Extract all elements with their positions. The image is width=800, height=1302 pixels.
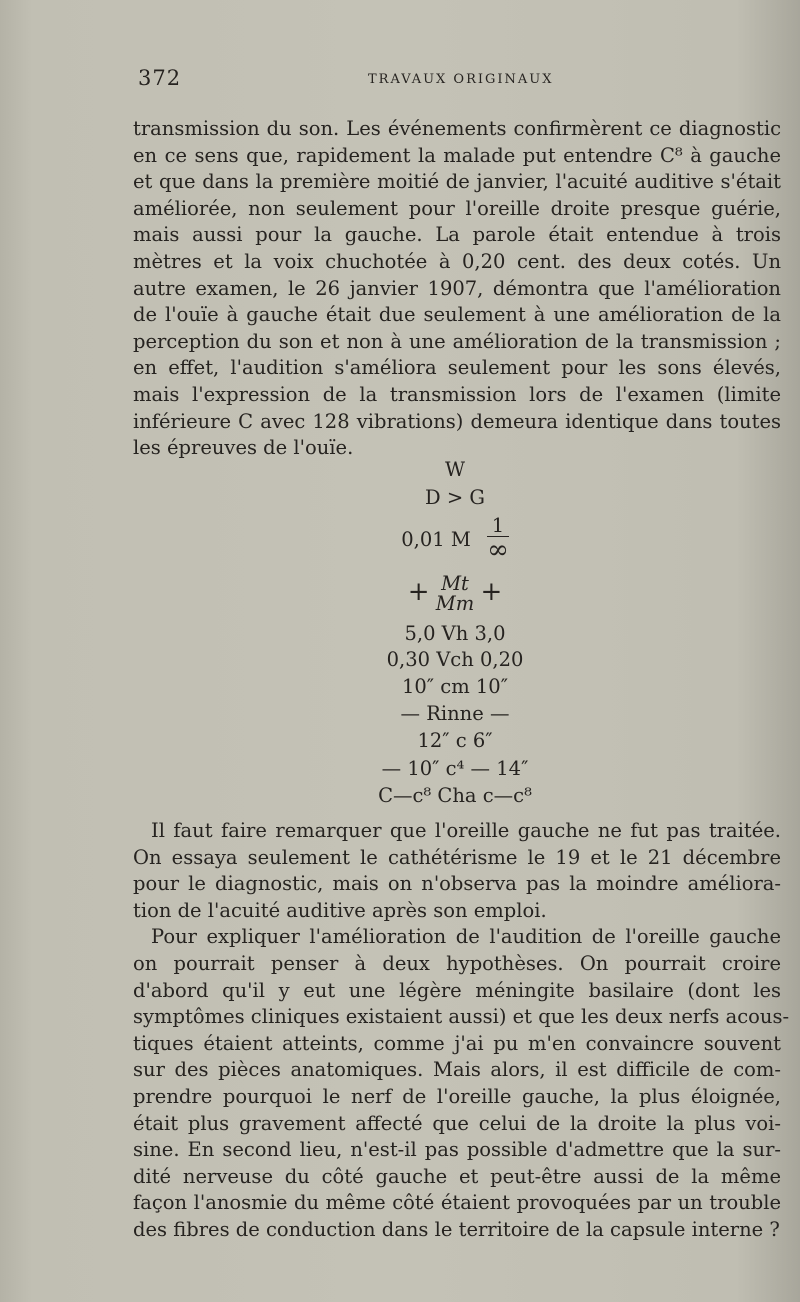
fraction-numerator: Mt xyxy=(441,572,469,595)
text-line: mais l'expression de la transmission lors de l'examen (limite xyxy=(133,382,781,406)
fraction-denominator: Mm xyxy=(435,592,475,616)
text-line: dité nerveuse du côté gauche et peut-être aussi de la même xyxy=(133,1164,781,1188)
text-line: en ce sens que, rapidement la malade put entendre C⁸ à gauche xyxy=(133,143,781,167)
text-line: en effet, l'audition s'améliora seulement pour les sons élevés, xyxy=(133,356,781,380)
text-line: inférieure C avec 128 vibrations) demeura identique dans toutes xyxy=(133,409,781,433)
text-line: symptômes cliniques existaient aussi) et que les deux nerfs acous- xyxy=(133,1005,790,1029)
formula-m-fraction xyxy=(487,516,509,565)
text-line: prendre pourquoi le nerf de l'oreille gauche, la plus éloignée, xyxy=(133,1084,781,1108)
plus-left: + xyxy=(407,576,430,607)
text-line: et que dans la première moitié de janvier, l'acuité auditive s'était xyxy=(133,170,781,194)
text-line: tion de l'acuité auditive après son emploi. xyxy=(133,898,547,922)
formula-d-greater-g: D > G xyxy=(425,486,485,509)
formula-mt-row xyxy=(330,574,580,615)
running-title: TRAVAUX ORIGINAUX xyxy=(368,72,554,87)
page-header xyxy=(138,66,768,96)
text-line: des fibres de conduction dans le territoire de la capsule interne ? xyxy=(133,1217,780,1241)
text-line: transmission du son. Les événements confirmèrent ce diagnostic xyxy=(133,117,781,140)
text-line: façon l'anosmie du même côté étaient provoquées par un trouble xyxy=(133,1191,781,1215)
text-line: était plus gravement affecté que celui de la droite la plus voi- xyxy=(133,1111,781,1135)
text-line: Pour expliquer l'amélioration de l'audition de l'oreille gauche xyxy=(151,925,781,949)
text-line: On essaya seulement le cathétérisme le 19 et le 21 décembre xyxy=(133,845,781,869)
formula-c4: — 10″ c⁴ — 14″ xyxy=(381,757,529,780)
text-line: les épreuves de l'ouïe. xyxy=(133,436,354,460)
text-line: Il faut faire remarquer que l'oreille gauche ne fut pas traitée. xyxy=(151,819,781,842)
text-line: de l'ouïe à gauche était due seulement à une amélioration de la xyxy=(133,303,781,327)
text-line: autre examen, le 26 janvier 1907, démontra que l'amélioration xyxy=(133,276,781,300)
formula-vch: 0,30 Vch 0,20 xyxy=(386,648,524,671)
text-line: sur des pièces anatomiques. Mais alors, il est difficile de com- xyxy=(133,1058,781,1082)
paragraph-2 xyxy=(133,818,790,1244)
text-line: on pourrait penser à deux hypothèses. On pourrait croire xyxy=(133,951,781,975)
text-line: tiques étaient atteints, comme j'ai pu m'en convaincre souvent xyxy=(133,1031,781,1055)
formula-vh: 5,0 Vh 3,0 xyxy=(404,622,506,645)
formula-rinne: — Rinne — xyxy=(400,702,510,725)
formula-w: W xyxy=(444,458,466,481)
plus-right: + xyxy=(480,576,503,607)
formula-m-label: 0,01 M xyxy=(401,527,471,551)
paragraph-1 xyxy=(133,116,781,462)
text-line: mais aussi pour la gauche. La parole était entendue à trois xyxy=(133,223,781,247)
formula-c: 12″ c 6″ xyxy=(417,729,493,752)
formula-m-row xyxy=(330,516,580,565)
formula-cha: C—c⁸ Cha c—c⁸ xyxy=(378,784,532,807)
text-line: d'abord qu'il y eut une légère méningite basilaire (dont les xyxy=(133,978,781,1002)
text-line: pour le diagnostic, mais on n'observa pas la moindre améliora- xyxy=(133,872,781,896)
page-number: 372 xyxy=(138,66,182,90)
text-line: perception du son et non à une amélioration de la transmission ; xyxy=(133,329,781,353)
fraction-denominator: ∞ xyxy=(487,535,509,566)
formula-mt-fraction xyxy=(436,574,474,615)
text-line: mètres et la voix chuchotée à 0,20 cent. des deux cotés. Un xyxy=(133,249,781,273)
text-line: sine. En second lieu, n'est-il pas possible d'admettre que la sur- xyxy=(133,1138,781,1162)
text-line: améliorée, non seulement pour l'oreille droite presque guérie, xyxy=(133,196,781,220)
fraction-numerator: 1 xyxy=(487,516,509,537)
formula-cm: 10″ cm 10″ xyxy=(401,675,508,698)
